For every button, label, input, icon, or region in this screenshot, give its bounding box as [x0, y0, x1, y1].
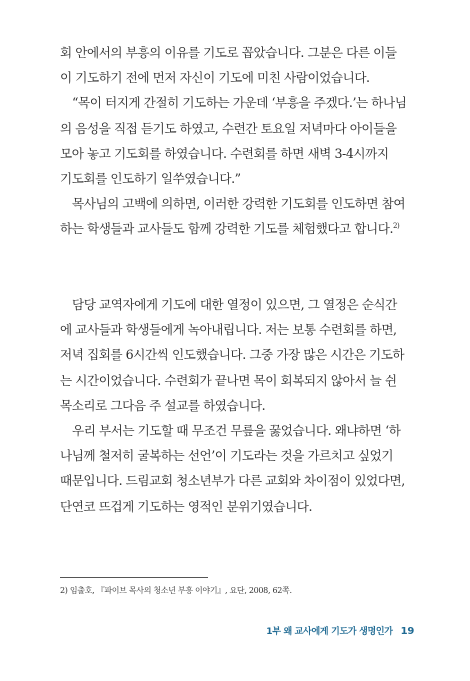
- quote-line: “목이 터지게 간절히 기도하는 가운데 ‘부흥을 주겠다.’는 하나님: [72, 95, 407, 111]
- quote-line: 의 음성을 직접 듣기도 하였고, 수련간 토요일 저녁마다 아이들을: [60, 120, 397, 136]
- body-text-section-1: [60, 40, 414, 242]
- text-line: 목사님의 고백에 의하면, 이러한 강력한 기도회를 인도하면 참여: [72, 196, 406, 212]
- text-line: 이 기도하기 전에 먼저 자신이 기도에 미친 사람이었습니다.: [60, 70, 370, 86]
- text-line: 목소리로 그다음 주 설교를 하였습니다.: [60, 397, 266, 413]
- footnote-text: 2) 임출호, 『파이브 목사의 청소년 부흥 이야기』, 요단, 2008, 62쪽.: [60, 586, 292, 595]
- text-line: 담당 교역자에게 기도에 대한 열정이 있으면, 그 열정은 순식간: [72, 297, 397, 312]
- quote-line: 모아 놓고 기도회를 하였습니다. 수련회를 하면 새벽 3-4시까지: [60, 145, 389, 161]
- text-line: 에 교사들과 학생들에게 녹아내립니다. 저는 보통 수련회를 하면,: [60, 322, 397, 338]
- text-line: 회 안에서의 부흥의 이유를 기도로 꼽았습니다. 그분은 다른 이들: [60, 45, 397, 60]
- text-line: 하는 학생들과 교사들도 함께 강력한 기도를 체험했다고 합니다.: [60, 221, 394, 237]
- text-line: 저녁 집회를 6시간씩 인도했습니다. 그중 가장 많은 시간은 기도하: [60, 347, 405, 363]
- text-line: 우리 부서는 기도할 때 무조건 무릎을 꿇었습니다. 왜냐하면 ‘하: [72, 423, 401, 439]
- footnote-divider: [60, 577, 208, 578]
- quote-line: 기도회를 인도하기 일쑤였습니다.”: [60, 171, 241, 187]
- running-footer: [266, 624, 414, 637]
- body-text-section-2: [60, 292, 414, 519]
- footer-section-title: 1부 왜 교사에게 기도가 생명인가: [266, 627, 393, 637]
- footnote-reference[interactable]: 2): [393, 222, 400, 231]
- text-line: 단연코 뜨겁게 기도하는 영적인 분위기였습니다.: [60, 498, 313, 514]
- text-line-with-footnote: [60, 216, 414, 241]
- text-line: 때문입니다. 드림교회 청소년부가 다른 교회와 차이점이 있었다면,: [60, 473, 405, 489]
- text-line: 는 시간이었습니다. 수련회가 끝나면 목이 회복되지 않아서 늘 쉰: [60, 372, 397, 388]
- text-line: 나님께 철저히 굴복하는 선언’이 기도라는 것을 가르치고 싶었기: [60, 448, 394, 464]
- page-number: 19: [400, 626, 414, 637]
